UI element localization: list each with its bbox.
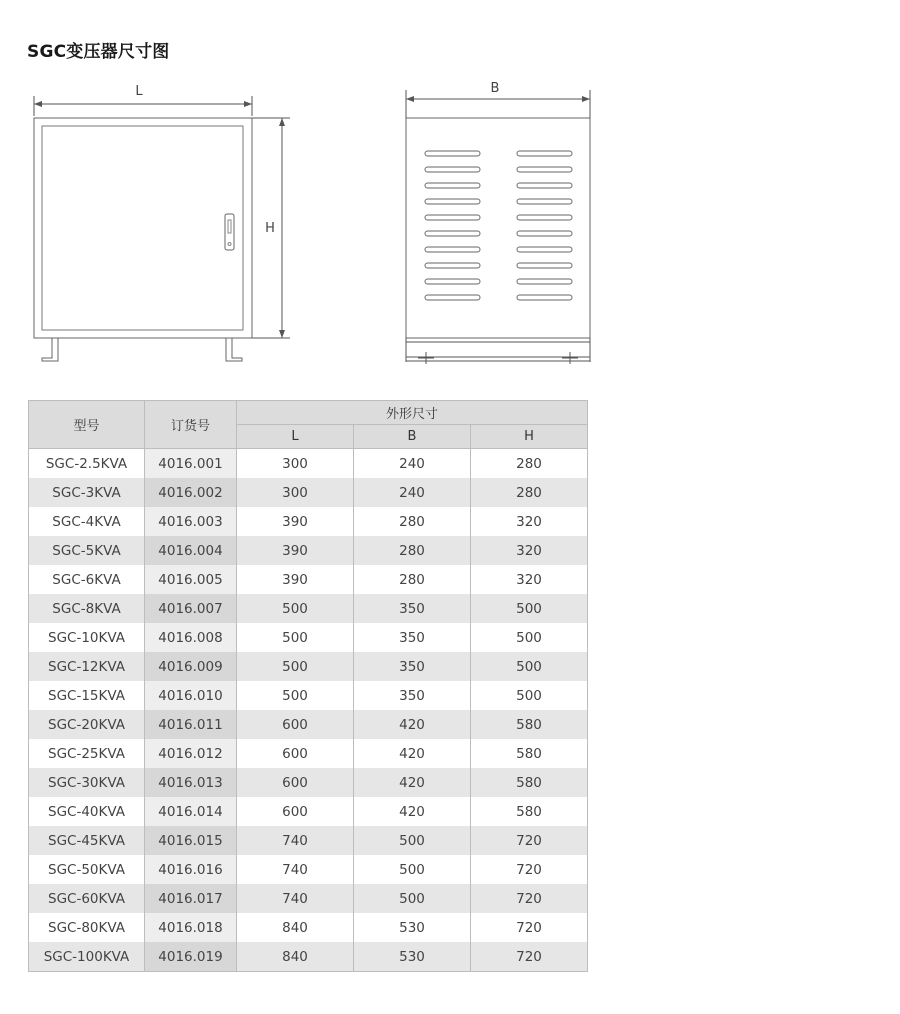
table-row — [29, 478, 588, 507]
cell-B: 530 — [354, 913, 471, 942]
cell-L: 390 — [237, 536, 354, 565]
table-row — [29, 681, 588, 710]
cell-model: SGC-6KVA — [29, 565, 145, 594]
cell-B: 350 — [354, 652, 471, 681]
cell-H: 580 — [471, 768, 588, 797]
table-row — [29, 797, 588, 826]
cell-H: 580 — [471, 739, 588, 768]
front-view — [34, 96, 290, 361]
table-row — [29, 942, 588, 972]
cell-B: 280 — [354, 507, 471, 536]
cell-H: 720 — [471, 826, 588, 855]
table-row — [29, 507, 588, 536]
cell-model: SGC-60KVA — [29, 884, 145, 913]
cell-order-number: 4016.018 — [145, 913, 237, 942]
cell-B: 420 — [354, 739, 471, 768]
header-dimensions: 外形尺寸 — [237, 401, 588, 425]
cell-L: 390 — [237, 507, 354, 536]
cell-H: 500 — [471, 652, 588, 681]
cell-order-number: 4016.001 — [145, 449, 237, 479]
cell-model: SGC-15KVA — [29, 681, 145, 710]
cell-L: 740 — [237, 884, 354, 913]
cell-L: 390 — [237, 565, 354, 594]
cell-B: 350 — [354, 623, 471, 652]
cell-order-number: 4016.017 — [145, 884, 237, 913]
cell-order-number: 4016.015 — [145, 826, 237, 855]
cell-H: 580 — [471, 710, 588, 739]
cell-order-number: 4016.008 — [145, 623, 237, 652]
cell-B: 420 — [354, 768, 471, 797]
table-row — [29, 855, 588, 884]
cell-L: 740 — [237, 855, 354, 884]
cell-B: 420 — [354, 710, 471, 739]
cell-L: 500 — [237, 623, 354, 652]
cell-L: 600 — [237, 768, 354, 797]
cell-B: 350 — [354, 594, 471, 623]
cell-H: 320 — [471, 536, 588, 565]
dimension-drawing — [0, 0, 900, 380]
cell-H: 500 — [471, 594, 588, 623]
table-row — [29, 449, 588, 479]
cell-B: 500 — [354, 855, 471, 884]
cell-model: SGC-45KVA — [29, 826, 145, 855]
cell-model: SGC-12KVA — [29, 652, 145, 681]
cell-model: SGC-20KVA — [29, 710, 145, 739]
dimension-table — [28, 400, 588, 972]
cell-B: 500 — [354, 826, 471, 855]
cell-order-number: 4016.010 — [145, 681, 237, 710]
cell-model: SGC-25KVA — [29, 739, 145, 768]
table-row — [29, 913, 588, 942]
label-L: L — [135, 84, 143, 99]
table-row — [29, 565, 588, 594]
label-B: B — [490, 81, 500, 96]
cell-model: SGC-40KVA — [29, 797, 145, 826]
cell-model: SGC-2.5KVA — [29, 449, 145, 479]
cell-B: 280 — [354, 536, 471, 565]
table-row — [29, 536, 588, 565]
cell-order-number: 4016.002 — [145, 478, 237, 507]
cell-H: 320 — [471, 565, 588, 594]
cell-H: 500 — [471, 623, 588, 652]
cell-order-number: 4016.009 — [145, 652, 237, 681]
table-body — [29, 449, 588, 972]
cell-L: 840 — [237, 913, 354, 942]
cell-B: 420 — [354, 797, 471, 826]
cell-model: SGC-30KVA — [29, 768, 145, 797]
cell-L: 740 — [237, 826, 354, 855]
cell-model: SGC-10KVA — [29, 623, 145, 652]
cell-B: 240 — [354, 449, 471, 479]
table-row — [29, 826, 588, 855]
header-order-number: 订货号 — [145, 401, 237, 449]
cell-B: 530 — [354, 942, 471, 972]
table-row — [29, 623, 588, 652]
cell-H: 720 — [471, 884, 588, 913]
cell-L: 300 — [237, 478, 354, 507]
cell-H: 280 — [471, 478, 588, 507]
cell-L: 500 — [237, 594, 354, 623]
cell-H: 280 — [471, 449, 588, 479]
cell-order-number: 4016.013 — [145, 768, 237, 797]
table-row — [29, 768, 588, 797]
cell-H: 720 — [471, 855, 588, 884]
header-H: H — [471, 425, 588, 449]
cell-model: SGC-80KVA — [29, 913, 145, 942]
cell-model: SGC-4KVA — [29, 507, 145, 536]
cell-model: SGC-5KVA — [29, 536, 145, 565]
cell-order-number: 4016.011 — [145, 710, 237, 739]
cell-B: 350 — [354, 681, 471, 710]
cell-L: 600 — [237, 739, 354, 768]
cell-order-number: 4016.007 — [145, 594, 237, 623]
cell-L: 600 — [237, 710, 354, 739]
label-H: H — [265, 221, 275, 236]
cell-B: 240 — [354, 478, 471, 507]
table-row — [29, 884, 588, 913]
header-model: 型号 — [29, 401, 145, 449]
cell-L: 600 — [237, 797, 354, 826]
cell-H: 580 — [471, 797, 588, 826]
cell-order-number: 4016.014 — [145, 797, 237, 826]
cell-L: 500 — [237, 652, 354, 681]
cell-order-number: 4016.019 — [145, 942, 237, 972]
header-B: B — [354, 425, 471, 449]
cell-order-number: 4016.004 — [145, 536, 237, 565]
cell-order-number: 4016.003 — [145, 507, 237, 536]
cell-order-number: 4016.012 — [145, 739, 237, 768]
table-row — [29, 739, 588, 768]
cell-order-number: 4016.016 — [145, 855, 237, 884]
cell-model: SGC-3KVA — [29, 478, 145, 507]
cell-B: 500 — [354, 884, 471, 913]
side-view — [406, 90, 590, 364]
cell-H: 720 — [471, 913, 588, 942]
cell-H: 720 — [471, 942, 588, 972]
cell-L: 500 — [237, 681, 354, 710]
table-row — [29, 594, 588, 623]
cell-L: 300 — [237, 449, 354, 479]
cell-order-number: 4016.005 — [145, 565, 237, 594]
cell-H: 320 — [471, 507, 588, 536]
cell-model: SGC-8KVA — [29, 594, 145, 623]
cell-B: 280 — [354, 565, 471, 594]
page-title: SGC变压器尺寸图 — [27, 42, 170, 62]
table-row — [29, 710, 588, 739]
header-L: L — [237, 425, 354, 449]
cell-model: SGC-100KVA — [29, 942, 145, 972]
cell-H: 500 — [471, 681, 588, 710]
cell-model: SGC-50KVA — [29, 855, 145, 884]
table-row — [29, 652, 588, 681]
cell-L: 840 — [237, 942, 354, 972]
